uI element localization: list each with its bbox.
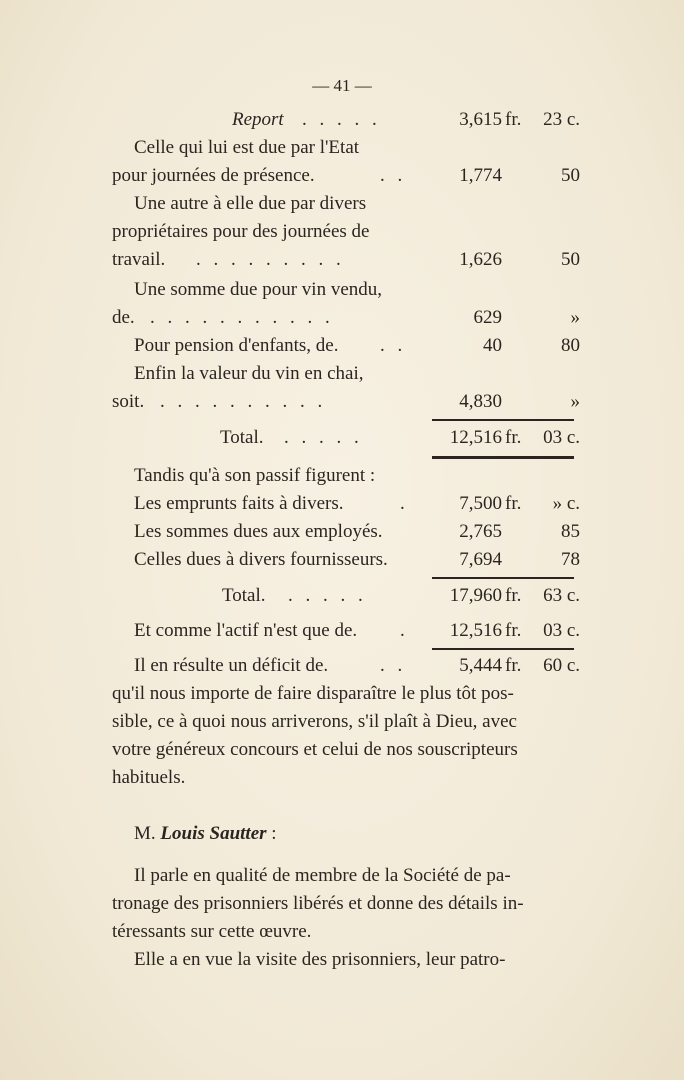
row-label: travail.: [112, 249, 166, 270]
amount-francs: 12,516: [449, 620, 502, 641]
amount-unit: fr.: [505, 427, 522, 448]
amount-francs: 7,500: [459, 493, 502, 514]
ledger-row: [0, 332, 684, 360]
leader-dots: . . . . . . . . . .: [160, 391, 327, 412]
ledger-row: [0, 218, 684, 246]
amount-francs: 1,626: [459, 249, 502, 270]
amount-centimes: 03 c.: [543, 620, 580, 641]
ledger-row-total: [0, 582, 684, 610]
leader-dots: . . . . .: [302, 109, 381, 130]
amount-unit: fr.: [505, 109, 522, 130]
text-line: qu'il nous importe de faire disparaître le plus tôt pos-: [112, 683, 514, 704]
ledger-row: [0, 462, 684, 490]
sum-rule: [432, 419, 574, 421]
amount-francs: 1,774: [459, 165, 502, 186]
ledger-row: [0, 546, 684, 574]
amount-francs: 4,830: [459, 391, 502, 412]
amount-francs: 3,615: [459, 109, 502, 130]
ledger-row: [0, 246, 684, 274]
ledger-row: [0, 276, 684, 304]
row-label: propriétaires pour des journées de: [112, 221, 370, 242]
ledger-row: [0, 360, 684, 388]
leader-dots: . .: [380, 655, 407, 676]
ledger-row: [0, 518, 684, 546]
amount-centimes: »: [570, 307, 580, 328]
amount-francs: 629: [473, 307, 502, 328]
row-label: Pour pension d'enfants, de.: [134, 335, 339, 356]
ledger-row: [0, 388, 684, 416]
text-line: téressants sur cette œuvre.: [112, 921, 312, 942]
body-paragraph: [112, 680, 580, 792]
ledger-row: [0, 617, 684, 645]
text-line: habituels.: [112, 767, 186, 788]
leader-dots: .: [400, 493, 409, 514]
amount-francs: 2,765: [459, 521, 502, 542]
speaker-name: Louis Sautter: [160, 823, 267, 844]
row-label: de.: [112, 307, 135, 328]
leader-dots: .: [400, 620, 409, 641]
amount-francs: 7,694: [459, 549, 502, 570]
row-label: Une somme due pour vin vendu,: [134, 279, 383, 300]
sum-rule: [432, 648, 574, 650]
page-number: — 41 —: [312, 76, 372, 95]
row-label: Celles dues à divers fournisseurs.: [134, 549, 388, 570]
speaker-suffix: :: [266, 823, 277, 844]
amount-centimes: 50: [561, 165, 580, 186]
ledger-row-deficit: [0, 652, 684, 680]
row-label: Total.: [220, 427, 264, 448]
amount-unit: fr.: [505, 585, 522, 606]
amount-centimes: »: [570, 391, 580, 412]
leader-dots: . .: [380, 335, 407, 356]
row-label: Tandis qu'à son passif figurent :: [134, 465, 376, 486]
row-label: Et comme l'actif n'est que de.: [134, 620, 358, 641]
row-label: Total.: [222, 585, 266, 606]
body-paragraph: [112, 862, 580, 974]
sum-rule: [432, 577, 574, 579]
ledger-row: [0, 490, 684, 518]
text-line: tronage des prisonniers libérés et donne des détails in-: [112, 893, 524, 914]
amount-centimes: 78: [561, 549, 580, 570]
amount-unit: fr.: [505, 655, 522, 676]
row-label: Celle qui lui est due par l'Etat: [134, 137, 360, 158]
amount-unit: fr.: [505, 493, 522, 514]
ledger-row: [0, 134, 684, 162]
text-line: Il parle en qualité de membre de la Société de pa-: [134, 865, 511, 886]
amount-centimes: 63 c.: [543, 585, 580, 606]
leader-dots: . . . . .: [288, 585, 367, 606]
ledger-row-report: [0, 106, 684, 134]
amount-francs: 40: [483, 335, 502, 356]
row-label: Les sommes dues aux employés.: [134, 521, 383, 542]
row-label: Il en résulte un déficit de.: [134, 655, 329, 676]
text-line: sible, ce à quoi nous arriverons, s'il plaît à Dieu, avec: [112, 711, 517, 732]
amount-centimes: 50: [561, 249, 580, 270]
amount-francs: 17,960: [449, 585, 502, 606]
amount-unit: fr.: [505, 620, 522, 641]
amount-francs: 12,516: [449, 427, 502, 448]
ledger-row: [0, 190, 684, 218]
speaker-heading: [134, 820, 277, 848]
amount-centimes: 03 c.: [543, 427, 580, 448]
amount-francs: 5,444: [459, 655, 502, 676]
text-line: votre généreux concours et celui de nos souscripteurs: [112, 739, 518, 760]
row-label: pour journées de présence.: [112, 165, 315, 186]
total-double-rule: [432, 456, 574, 459]
amount-centimes: 85: [561, 521, 580, 542]
leader-dots: . . . . . . . . .: [196, 249, 345, 270]
leader-dots: . .: [380, 165, 407, 186]
row-label: soit.: [112, 391, 145, 412]
ledger-row-total: [0, 424, 684, 452]
speaker-prefix: M.: [134, 823, 156, 844]
leader-dots: . . . . .: [284, 427, 363, 448]
row-label: Une autre à elle due par divers: [134, 193, 367, 214]
amount-centimes: » c.: [552, 493, 580, 514]
text-line: Elle a en vue la visite des prisonniers, leur patro-: [134, 949, 506, 970]
amount-centimes: 60 c.: [543, 655, 580, 676]
amount-centimes: 23 c.: [543, 109, 580, 130]
row-label: Les emprunts faits à divers.: [134, 493, 344, 514]
ledger-row: [0, 304, 684, 332]
leader-dots: . . . . . . . . . . .: [150, 307, 334, 328]
row-label: Report: [232, 109, 284, 130]
row-label: Enfin la valeur du vin en chai,: [134, 363, 364, 384]
ledger-row: [0, 162, 684, 190]
amount-centimes: 80: [561, 335, 580, 356]
